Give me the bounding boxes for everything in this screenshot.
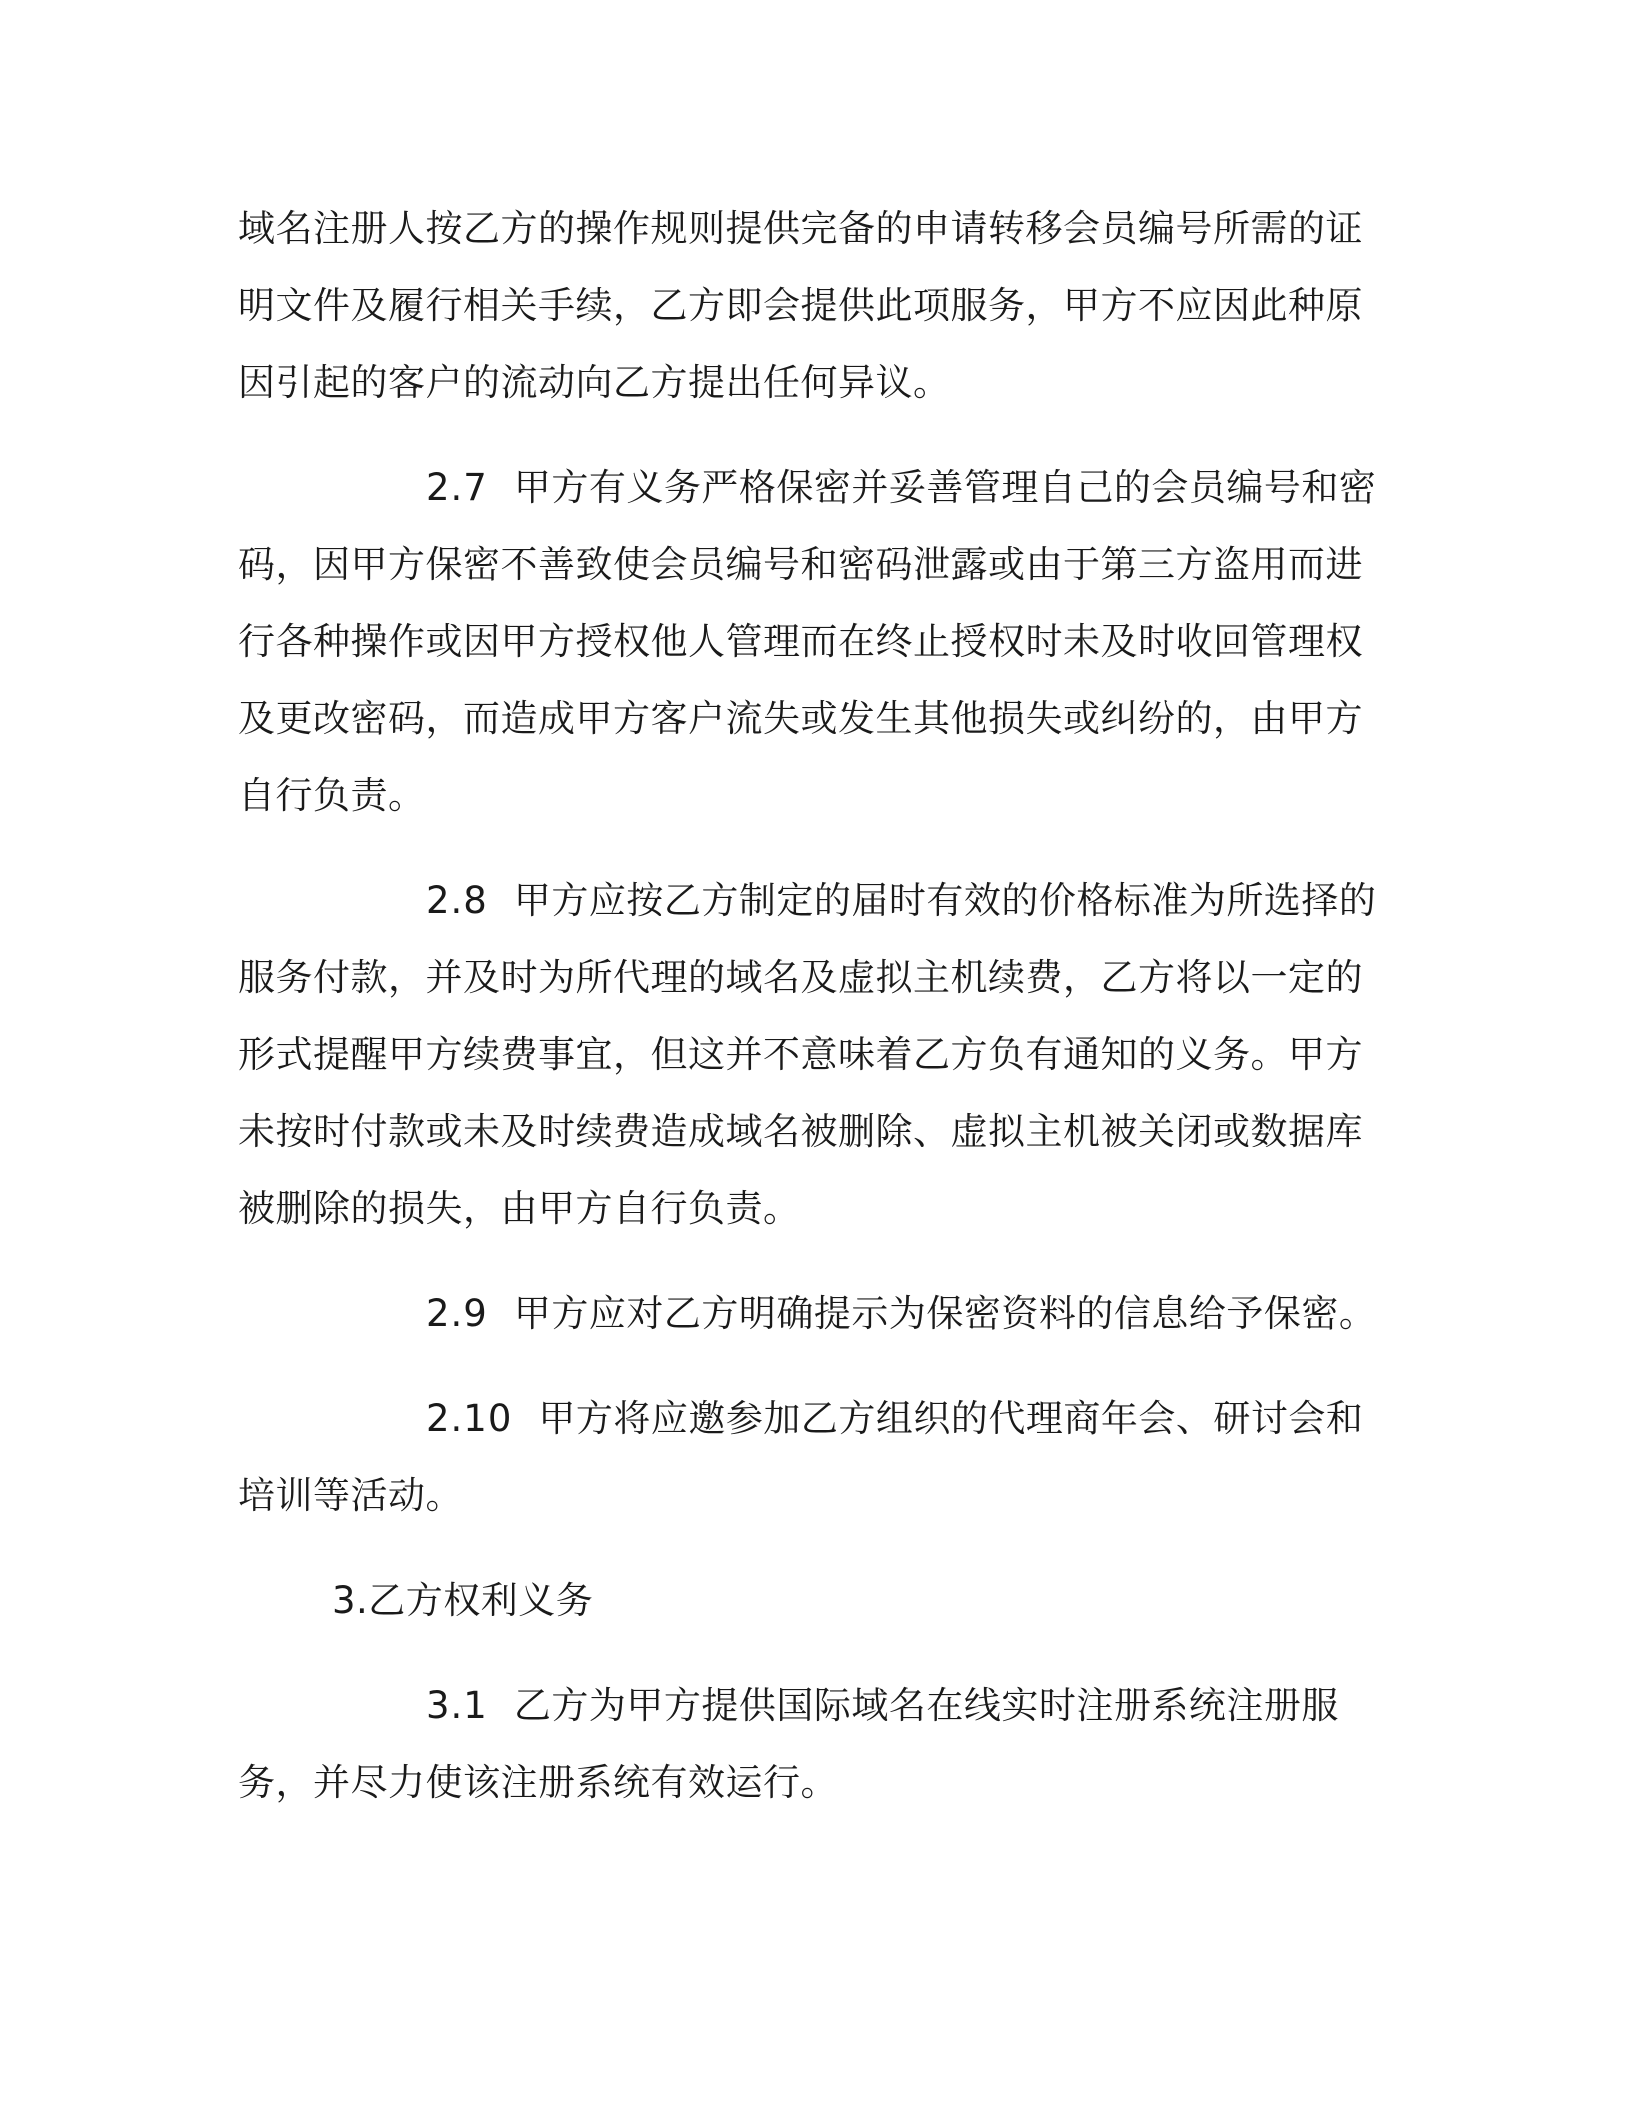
section-heading: 3.乙方权利义务	[332, 1579, 594, 1622]
clause-text: 乙方为甲方提供国际域名在线实时注册系统注册服务，并尽力使该注册系统有效运行。	[238, 1684, 1339, 1804]
clause-2-8	[238, 862, 1378, 1247]
continuation-paragraph: 域名注册人按乙方的操作规则提供完备的申请转移会员编号所需的证明文件及履行相关手续，乙方即会提供此项服务，甲方不应因此种原因引起的客户的流动向乙方提出任何异议。	[238, 207, 1363, 404]
document-body	[238, 190, 1378, 1821]
clause-2-10	[238, 1380, 1378, 1534]
clause-number: 2.9	[426, 1292, 488, 1335]
clause-number: 2.8	[426, 879, 488, 922]
clause-number: 2.10	[426, 1397, 513, 1440]
clause-text: 甲方将应邀参加乙方组织的代理商年会、研讨会和培训等活动。	[238, 1397, 1364, 1517]
clause-number: 2.7	[426, 466, 488, 509]
clause-2-9	[238, 1275, 1378, 1352]
clause-2-7	[238, 449, 1378, 834]
clause-text: 甲方应对乙方明确提示为保密资料的信息给予保密。	[513, 1292, 1377, 1335]
clause-text: 甲方有义务严格保密并妥善管理自己的会员编号和密码，因甲方保密不善致使会员编号和密码泄露或由于第三方盗用而进行各种操作或因甲方授权他人管理而在终止授权时未及时收回管理权及更改密码，而造成甲方客户流失或发生其他损失或纠纷的，由甲方自行负责。	[238, 466, 1377, 817]
clause-text: 甲方应按乙方制定的届时有效的价格标准为所选择的服务付款，并及时为所代理的域名及虚拟主机续费，乙方将以一定的形式提醒甲方续费事宜，但这并不意味着乙方负有通知的义务。甲方未按时付款或未及时续费造成域名被删除、虚拟主机被关闭或数据库被删除的损失，由甲方自行负责。	[238, 879, 1377, 1230]
clause-number: 3.1	[426, 1684, 488, 1727]
clause-3-1	[238, 1667, 1378, 1821]
